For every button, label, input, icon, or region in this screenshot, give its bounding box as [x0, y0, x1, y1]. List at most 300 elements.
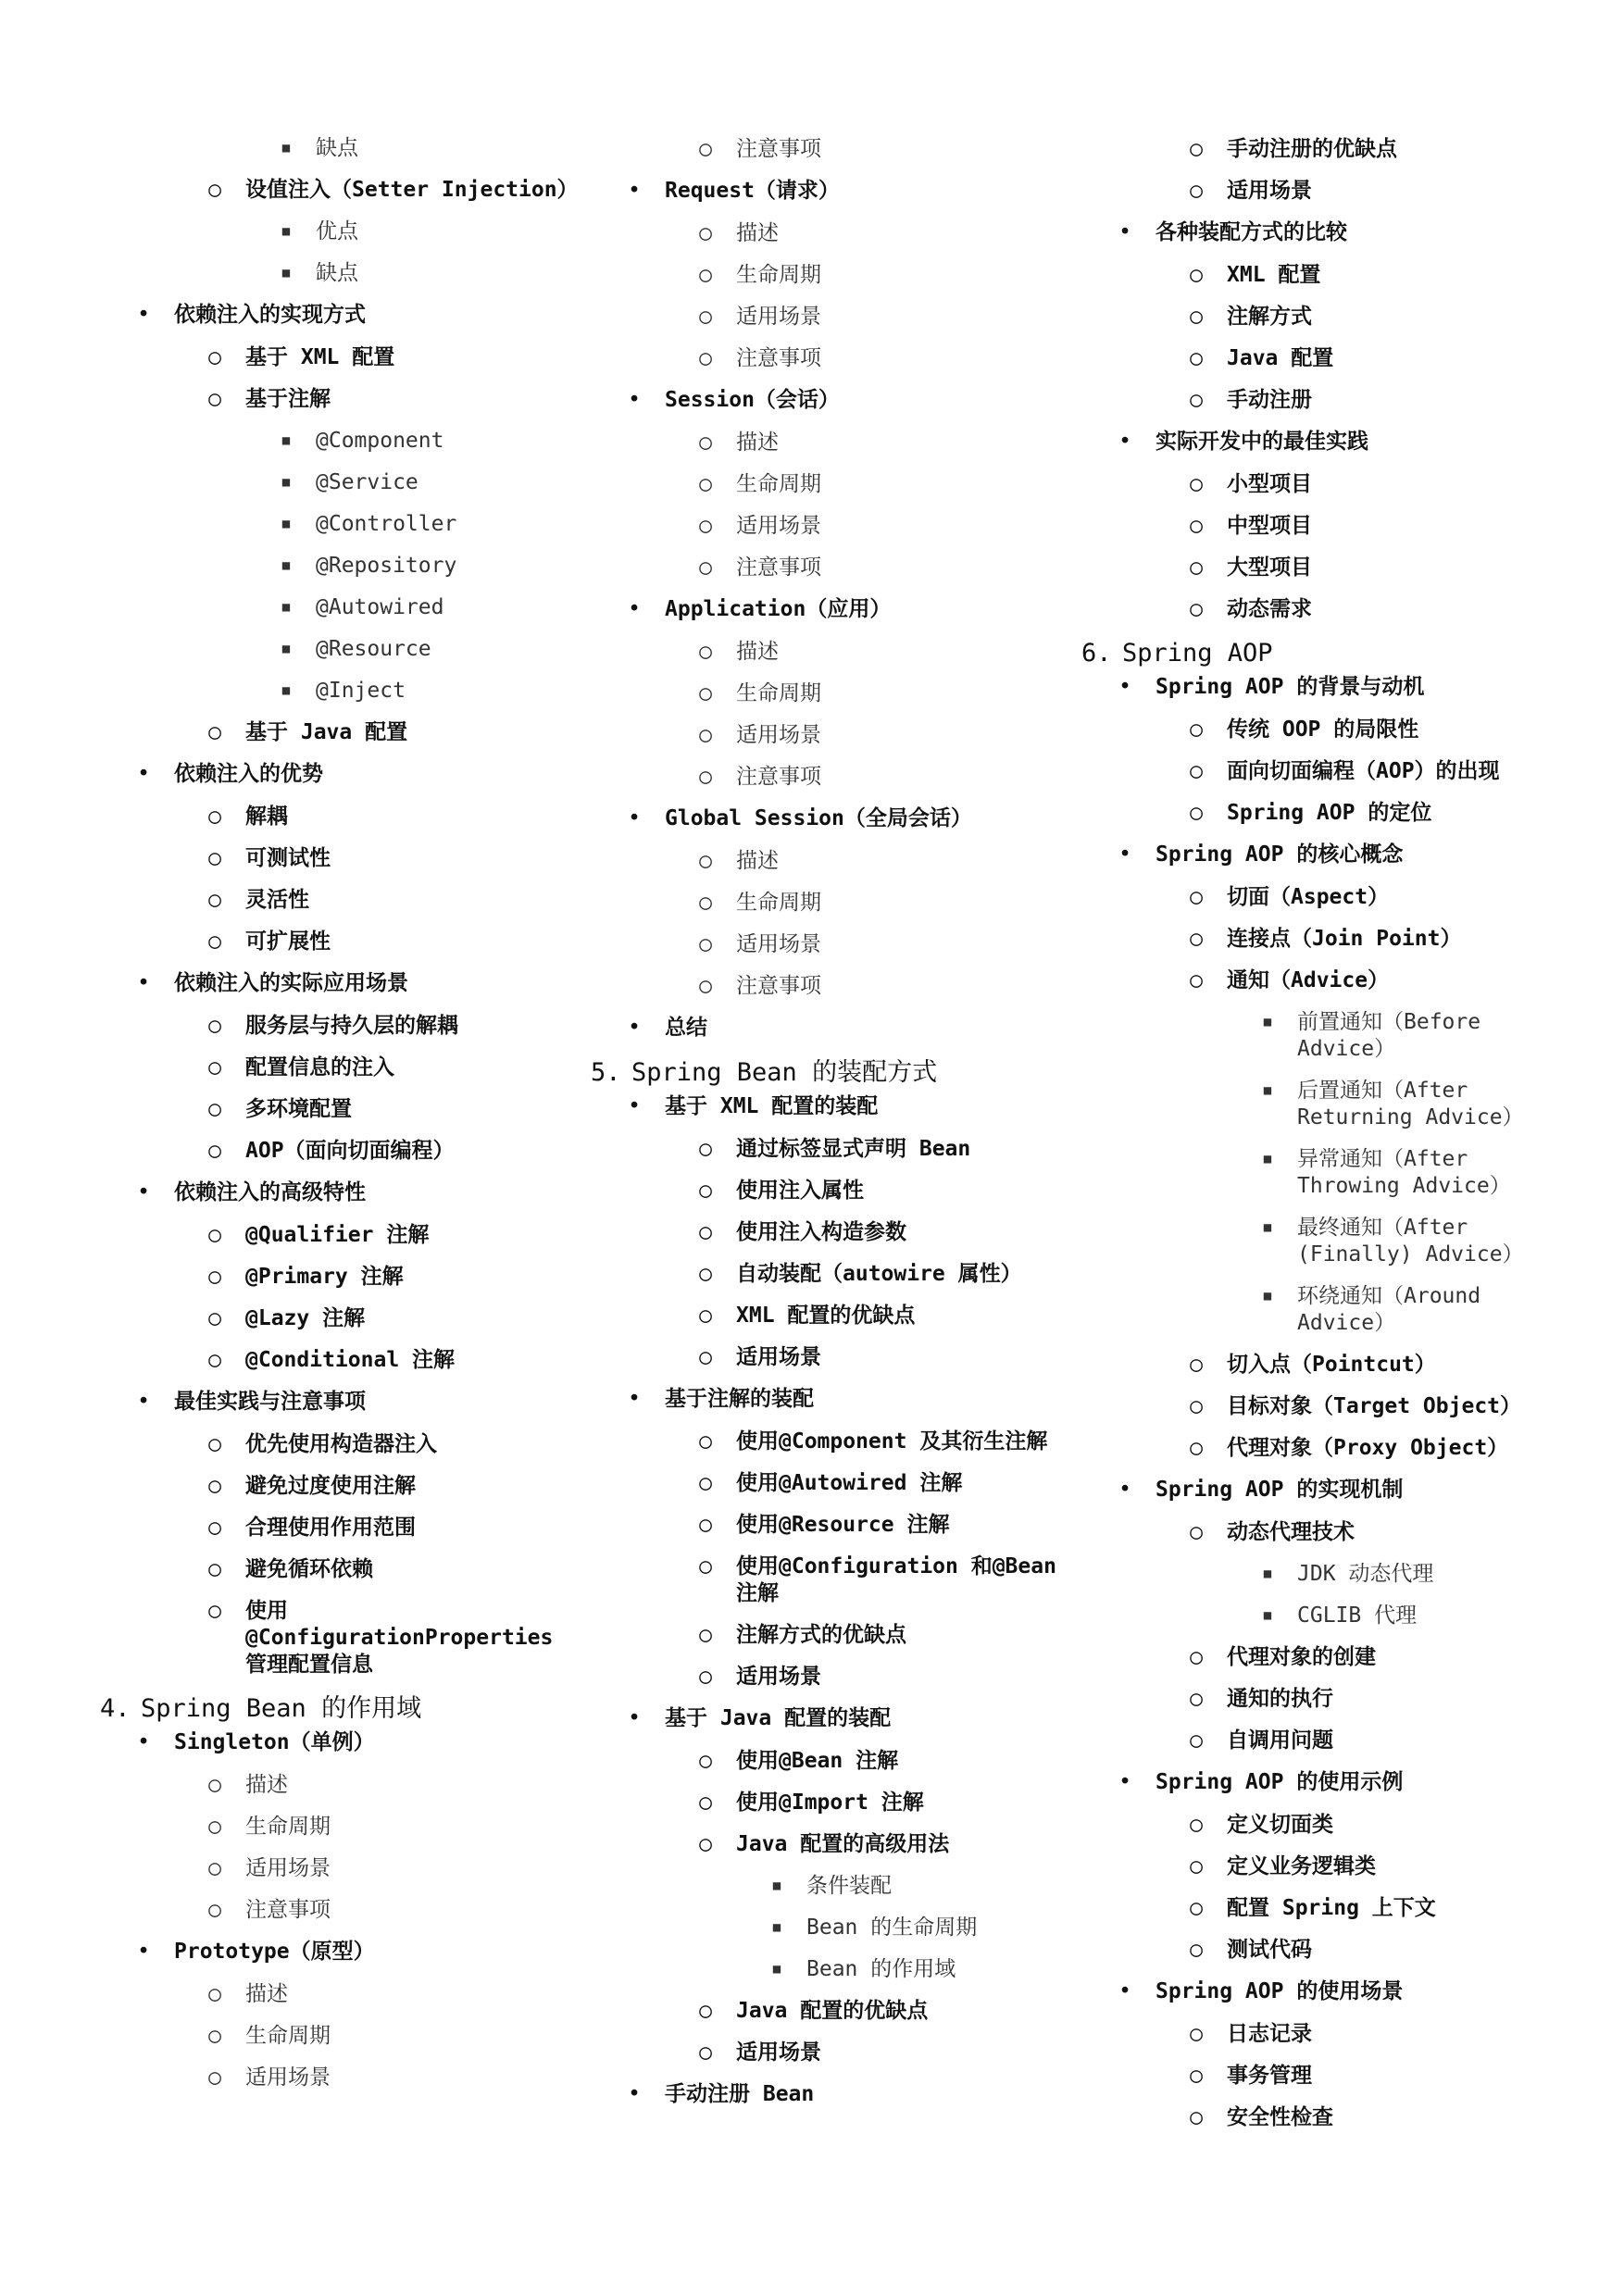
outline-item-text: @Primary 注解 [245, 1265, 404, 1289]
outline-item-text: 总结 [665, 1016, 707, 1040]
outline-item-level-2 [591, 1790, 1077, 1816]
bullet-marker: ○ [1190, 346, 1203, 370]
bullet-marker: • [628, 597, 641, 621]
outline-item-level-2 [1081, 136, 1563, 163]
outline-item-text: 生命周期 [245, 1815, 331, 1839]
bullet-marker: ■ [281, 683, 291, 698]
outline-item-text: 通知（Advice） [1227, 968, 1390, 992]
outline-item-text: 注解方式的优缺点 [736, 1623, 906, 1647]
outline-item-level-3 [591, 1915, 1077, 1941]
bullet-marker: ○ [208, 1516, 221, 1540]
outline-item-level-2 [591, 680, 1077, 707]
bullet-marker: ○ [208, 1474, 221, 1498]
bullet-marker: ○ [208, 1898, 221, 1922]
outline-item-level-2 [100, 1222, 581, 1249]
outline-item-text: 适用场景 [1227, 179, 1312, 203]
outline-item-text: Java 配置的优缺点 [736, 1999, 929, 2023]
outline-item-text: 自调用问题 [1227, 1728, 1333, 1753]
bullet-marker: ○ [699, 137, 712, 161]
outline-item-level-2 [591, 1554, 1077, 1607]
bullet-marker: ○ [1190, 885, 1203, 909]
outline-item-text: 描述 [245, 1982, 288, 2006]
outline-item-level-2 [1081, 345, 1563, 372]
bullet-marker: ○ [1190, 1436, 1203, 1460]
outline-item-level-3 [1081, 1146, 1563, 1200]
bullet-marker: ○ [699, 849, 712, 873]
outline-item-level-2 [1081, 1393, 1563, 1420]
outline-item-level-1 [1081, 1769, 1563, 1796]
bullet-marker: ■ [1263, 1220, 1272, 1235]
outline-item-text: 适用场景 [736, 2040, 821, 2065]
outline-item-text: 合理使用作用范围 [245, 1516, 416, 1540]
bullet-marker: ○ [208, 1982, 221, 2006]
outline-item-level-2 [591, 471, 1077, 498]
outline-item-level-2 [100, 1054, 581, 1081]
bullet-marker: ○ [208, 345, 221, 369]
outline-item-level-2 [591, 1429, 1077, 1455]
outline-item-level-3 [591, 1956, 1077, 1983]
outline-item-text: 优先使用构造器注入 [245, 1432, 437, 1456]
outline-item-level-1 [591, 596, 1077, 623]
outline-item-text: 注意事项 [736, 137, 821, 161]
outline-item-level-1 [591, 2081, 1077, 2108]
outline-item-level-2 [100, 1515, 581, 1541]
outline-item-text: 手动注册的优缺点 [1227, 137, 1397, 161]
outline-item-level-3 [1081, 1009, 1563, 1063]
bullet-marker: • [1118, 675, 1131, 699]
outline-item-level-3 [100, 135, 581, 162]
bullet-marker: ○ [208, 1432, 221, 1456]
outline-item-level-1 [591, 1705, 1077, 1732]
outline-item-text: 各种装配方式的比较 [1156, 220, 1347, 244]
outline-item-level-2 [100, 1897, 581, 1924]
outline-item-text: 缺点 [316, 136, 358, 160]
outline-item-text: 面向切面编程（AOP）的出现 [1227, 759, 1500, 783]
bullet-marker: ○ [699, 1554, 712, 1578]
outline-item-level-1 [1081, 1978, 1563, 2005]
outline-item-text: 前置通知（Before Advice） [1297, 1010, 1481, 1061]
outline-item-level-3 [100, 260, 581, 287]
outline-item-text: 动态需求 [1227, 597, 1312, 621]
outline-item-level-2 [100, 1096, 581, 1123]
outline-item-text: 适用场景 [736, 932, 821, 956]
outline-item-level-3 [591, 1873, 1077, 1900]
bullet-marker: ○ [1190, 2105, 1203, 2129]
bullet-marker: ○ [699, 555, 712, 580]
section-number: 6. [1081, 639, 1112, 668]
bullet-marker: ○ [699, 1179, 712, 1203]
outline-item-text: 代理对象（Proxy Object） [1227, 1436, 1509, 1460]
outline-item-level-3 [100, 469, 581, 496]
outline-item-level-2 [100, 929, 581, 955]
outline-item-text: 依赖注入的实现方式 [174, 303, 366, 327]
outline-item-level-2 [100, 386, 581, 413]
bullet-marker: ○ [1190, 927, 1203, 951]
bullet-marker: ○ [208, 1599, 221, 1623]
section-number: 5. [591, 1058, 621, 1087]
outline-item-text: 优点 [316, 219, 358, 243]
bullet-marker: ○ [1190, 179, 1203, 203]
outline-item-level-2 [591, 345, 1077, 372]
outline-item-level-2 [100, 1138, 581, 1165]
column-2 [591, 132, 1077, 2124]
outline-item-level-1 [591, 1015, 1077, 1042]
bullet-marker: ○ [208, 1815, 221, 1839]
outline-item-level-2 [591, 304, 1077, 331]
outline-item-text: 适用场景 [736, 514, 821, 538]
outline-item-text: @Resource [316, 637, 431, 661]
outline-item-level-2 [100, 1347, 581, 1374]
outline-item-level-1 [591, 1386, 1077, 1413]
outline-item-text: 描述 [736, 849, 779, 873]
bullet-marker: • [628, 1387, 641, 1411]
column-1 [100, 132, 581, 2106]
bullet-marker: ■ [281, 266, 291, 281]
outline-item-level-2 [591, 639, 1077, 666]
outline-item-level-2 [1081, 1937, 1563, 1964]
outline-item-text: 切面（Aspect） [1227, 885, 1390, 909]
bullet-marker: ○ [699, 1665, 712, 1689]
outline-item-level-2 [1081, 1644, 1563, 1671]
outline-item-level-2 [100, 344, 581, 371]
outline-item-level-2 [1081, 758, 1563, 785]
outline-item-level-2 [591, 1622, 1077, 1649]
bullet-marker: ○ [1190, 1938, 1203, 1962]
bullet-marker: ○ [699, 723, 712, 747]
outline-item-text: 条件装配 [806, 1874, 892, 1898]
bullet-marker: ■ [281, 600, 291, 615]
bullet-marker: ○ [1190, 1645, 1203, 1669]
outline-item-text: Spring Bean 的装配方式 [631, 1058, 938, 1087]
bullet-marker: ○ [1190, 1520, 1203, 1544]
outline-item-text: 最佳实践与注意事项 [174, 1390, 366, 1414]
outline-item-text: 使用 @ConfigurationProperties 管理配置信息 [245, 1599, 554, 1677]
outline-item-text: 灵活性 [245, 888, 309, 912]
outline-item-text: 描述 [736, 430, 779, 455]
outline-item-level-2 [100, 1814, 581, 1841]
outline-item-level-2 [1081, 471, 1563, 498]
outline-item-level-2 [591, 136, 1077, 163]
bullet-marker: • [137, 303, 150, 327]
outline-item-text: 注意事项 [245, 1898, 331, 1922]
outline-item-level-2 [1081, 304, 1563, 331]
outline-item-text: @Service [316, 470, 418, 494]
outline-item-text: 适用场景 [245, 1856, 331, 1880]
outline-item-text: Bean 的作用域 [806, 1957, 956, 1981]
outline-item-text: 事务管理 [1227, 2064, 1312, 2088]
outline-item-text: 目标对象（Target Object） [1227, 1394, 1522, 1418]
outline-item-level-2 [1081, 1519, 1563, 1546]
outline-item-text: 适用场景 [736, 1665, 821, 1689]
outline-item-text: 解耦 [245, 805, 288, 829]
outline-item-level-3 [100, 553, 581, 580]
outline-item-text: 适用场景 [736, 723, 821, 747]
bullet-marker: ○ [208, 1097, 221, 1121]
outline-item-level-2 [100, 1772, 581, 1799]
outline-item-level-3 [100, 636, 581, 663]
outline-item-level-2 [100, 177, 581, 204]
outline-item-level-2 [100, 804, 581, 830]
outline-item-level-2 [1081, 513, 1563, 540]
outline-item-level-2 [100, 1473, 581, 1500]
outline-item-text: Spring AOP 的实现机制 [1156, 1478, 1404, 1502]
bullet-marker: • [628, 2082, 641, 2106]
outline-item-level-1 [591, 805, 1077, 832]
outline-item-level-1 [100, 1939, 581, 1965]
outline-item-text: 依赖注入的实际应用场景 [174, 971, 408, 995]
outline-item-level-1 [1081, 1477, 1563, 1504]
bullet-marker: ○ [1190, 2022, 1203, 2046]
bullet-marker: ○ [699, 514, 712, 538]
outline-item-text: 注解方式 [1227, 305, 1312, 329]
bullet-marker: ■ [281, 141, 291, 156]
outline-item-level-1 [100, 1729, 581, 1756]
outline-item-level-2 [591, 1344, 1077, 1371]
bullet-marker: ○ [699, 1304, 712, 1328]
outline-item-text: Java 配置的高级用法 [736, 1832, 950, 1856]
bullet-marker: ■ [281, 642, 291, 656]
bullet-marker: ■ [1263, 1608, 1272, 1623]
outline-item-level-2 [1081, 1686, 1563, 1713]
outline-item-text: Prototype（原型） [174, 1940, 375, 1964]
section-heading [591, 1057, 1077, 1089]
bullet-marker: ○ [1190, 759, 1203, 783]
outline-item-text: @Inject [316, 679, 406, 703]
outline-item-level-2 [591, 848, 1077, 875]
outline-item-text: @Qualifier 注解 [245, 1223, 430, 1247]
outline-item-level-2 [100, 1305, 581, 1332]
outline-item-text: 生命周期 [736, 263, 821, 287]
outline-item-level-2 [1081, 178, 1563, 205]
outline-item-text: 基于注解的装配 [665, 1387, 814, 1411]
outline-item-level-1 [591, 178, 1077, 205]
outline-item-text: @Repository [316, 554, 457, 578]
bullet-marker: ○ [1190, 597, 1203, 621]
outline-item-level-2 [591, 1136, 1077, 1163]
outline-item-text: 安全性检查 [1227, 2105, 1333, 2129]
outline-item-text: CGLIB 代理 [1297, 1603, 1418, 1628]
bullet-marker: ■ [772, 1878, 781, 1893]
bullet-marker: ○ [699, 1471, 712, 1495]
outline-item-text: 多环境配置 [245, 1097, 352, 1121]
bullet-marker: • [1118, 1478, 1131, 1502]
bullet-marker: ○ [208, 1856, 221, 1880]
bullet-marker: ○ [208, 1223, 221, 1247]
outline-item-level-2 [591, 973, 1077, 1000]
outline-item-level-2 [100, 1013, 581, 1040]
column-3 [1081, 132, 1563, 2146]
outline-item-level-2 [591, 1748, 1077, 1775]
bullet-marker: ○ [699, 263, 712, 287]
bullet-marker: ■ [281, 433, 291, 448]
bullet-marker: • [1118, 220, 1131, 244]
outline-item-text: Spring AOP 的定位 [1227, 801, 1432, 825]
bullet-marker: ○ [1190, 1728, 1203, 1753]
outline-item-level-1 [1081, 674, 1563, 701]
bullet-marker: • [137, 971, 150, 995]
outline-item-level-2 [1081, 1352, 1563, 1379]
outline-item-text: 避免循环依赖 [245, 1557, 373, 1581]
outline-item-text: 生命周期 [736, 472, 821, 496]
outline-item-level-2 [591, 1219, 1077, 1246]
bullet-marker: ○ [699, 305, 712, 329]
bullet-marker: • [628, 1706, 641, 1730]
outline-item-level-3 [1081, 1561, 1563, 1588]
bullet-marker: ○ [208, 888, 221, 912]
bullet-marker: ○ [699, 1220, 712, 1244]
bullet-marker: ■ [772, 1920, 781, 1935]
outline-item-level-2 [1081, 926, 1563, 953]
outline-item-level-2 [1081, 1812, 1563, 1839]
bullet-marker: • [137, 1730, 150, 1754]
outline-item-text: 切入点（Pointcut） [1227, 1353, 1436, 1377]
outline-item-level-2 [1081, 717, 1563, 743]
outline-item-text: 传统 OOP 的局限性 [1227, 718, 1419, 742]
bullet-marker: ○ [208, 930, 221, 954]
outline-item-level-2 [1081, 2021, 1563, 2048]
bullet-marker: ■ [772, 1962, 781, 1977]
outline-item-level-3 [1081, 1215, 1563, 1268]
outline-item-text: Singleton（单例） [174, 1730, 375, 1754]
outline-item-level-2 [591, 1178, 1077, 1204]
outline-item-text: 适用场景 [245, 2065, 331, 2090]
outline-item-text: 注意事项 [736, 974, 821, 998]
outline-item-level-2 [591, 1831, 1077, 1858]
outline-item-level-1 [100, 970, 581, 997]
bullet-marker: ■ [1263, 1289, 1272, 1304]
outline-item-level-2 [100, 1264, 581, 1291]
bullet-marker: • [628, 1016, 641, 1040]
outline-item-text: XML 配置 [1227, 263, 1321, 287]
section-heading [100, 1693, 581, 1725]
outline-item-level-2 [100, 845, 581, 872]
outline-item-level-2 [100, 1981, 581, 2008]
outline-item-text: AOP（面向切面编程） [245, 1139, 455, 1163]
bullet-marker: ○ [1190, 968, 1203, 992]
bullet-marker: ○ [208, 1055, 221, 1079]
outline-item-text: 定义切面类 [1227, 1813, 1333, 1837]
outline-item-level-2 [1081, 1728, 1563, 1754]
outline-item-text: 自动装配（autowire 属性） [736, 1262, 1022, 1286]
outline-item-text: 后置通知（After Returning Advice） [1297, 1079, 1524, 1129]
bullet-marker: ○ [1190, 388, 1203, 412]
bullet-marker: • [628, 806, 641, 830]
bullet-marker: • [137, 1180, 150, 1204]
outline-item-text: 适用场景 [736, 305, 821, 329]
bullet-marker: ○ [699, 1791, 712, 1815]
outline-item-text: XML 配置的优缺点 [736, 1304, 916, 1328]
outline-item-level-2 [591, 555, 1077, 581]
outline-item-text: Bean 的生命周期 [806, 1915, 978, 1940]
outline-item-text: 使用注入属性 [736, 1179, 864, 1203]
bullet-marker: • [1118, 430, 1131, 454]
bullet-marker: ○ [208, 1348, 221, 1372]
bullet-marker: • [137, 1940, 150, 1964]
outline-item-text: 适用场景 [736, 1345, 821, 1369]
bullet-marker: ○ [699, 891, 712, 915]
outline-item-text: 使用@Component 及其衍生注解 [736, 1429, 1048, 1454]
outline-item-level-2 [591, 430, 1077, 456]
outline-item-level-2 [1081, 800, 1563, 827]
bullet-marker: ○ [208, 1014, 221, 1038]
outline-item-level-2 [100, 2023, 581, 2050]
outline-item-text: 使用注入构造参数 [736, 1220, 906, 1244]
outline-item-text: 代理对象的创建 [1227, 1645, 1376, 1669]
outline-item-text: 描述 [245, 1773, 288, 1797]
outline-item-text: 动态代理技术 [1227, 1520, 1355, 1544]
bullet-marker: ○ [699, 932, 712, 956]
bullet-marker: ■ [281, 517, 291, 531]
outline-item-level-3 [1081, 1603, 1563, 1629]
outline-item-level-2 [100, 1556, 581, 1583]
outline-item-text: 中型项目 [1227, 514, 1312, 538]
outline-item-level-2 [1081, 2104, 1563, 2131]
outline-item-level-1 [100, 761, 581, 788]
outline-item-text: 依赖注入的优势 [174, 762, 323, 786]
outline-item-level-2 [1081, 262, 1563, 289]
outline-item-level-1 [1081, 842, 1563, 868]
bullet-marker: • [1118, 1770, 1131, 1794]
outline-item-text: 手动注册 [1227, 388, 1312, 412]
bullet-marker: ○ [699, 1513, 712, 1537]
outline-item-text: Global Session（全局会话） [665, 806, 972, 830]
outline-item-level-2 [591, 262, 1077, 289]
bullet-marker: • [628, 179, 641, 203]
bullet-marker: ○ [699, 430, 712, 455]
outline-item-text: Spring AOP [1122, 639, 1273, 668]
bullet-marker: ○ [208, 720, 221, 744]
outline-item-text: 服务层与持久层的解耦 [245, 1014, 458, 1038]
outline-item-text: 使用@Bean 注解 [736, 1749, 899, 1773]
outline-item-level-2 [1081, 1895, 1563, 1922]
outline-item-level-3 [100, 511, 581, 538]
outline-item-level-2 [591, 513, 1077, 540]
bullet-marker: ○ [208, 846, 221, 870]
outline-item-level-2 [591, 722, 1077, 749]
bullet-marker: ○ [699, 681, 712, 705]
outline-item-level-2 [591, 1303, 1077, 1329]
outline-item-level-3 [100, 678, 581, 705]
outline-item-text: Spring AOP 的核心概念 [1156, 842, 1404, 867]
outline-item-text: 描述 [736, 221, 779, 245]
outline-item-text: 实际开发中的最佳实践 [1156, 430, 1368, 454]
outline-item-text: Spring AOP 的使用场景 [1156, 1979, 1404, 2003]
outline-item-text: 最终通知（After (Finally) Advice） [1297, 1216, 1524, 1267]
bullet-marker: ○ [208, 805, 221, 829]
bullet-marker: ■ [281, 475, 291, 490]
outline-item-level-2 [591, 220, 1077, 247]
bullet-marker: ○ [208, 2024, 221, 2048]
bullet-marker: ○ [699, 1832, 712, 1856]
bullet-marker: • [1118, 1979, 1131, 2003]
bullet-marker: ○ [208, 1139, 221, 1163]
outline-item-text: 可测试性 [245, 846, 331, 870]
outline-item-text: Spring Bean 的作用域 [141, 1694, 422, 1723]
outline-item-text: 连接点（Join Point） [1227, 927, 1462, 951]
outline-item-text: 描述 [736, 640, 779, 664]
outline-item-level-3 [1081, 1078, 1563, 1131]
outline-item-level-2 [1081, 2063, 1563, 2090]
outline-item-text: 使用@Import 注解 [736, 1791, 924, 1815]
outline-item-text: 测试代码 [1227, 1938, 1312, 1962]
outline-item-text: 设值注入（Setter Injection） [245, 178, 579, 202]
outline-item-level-2 [1081, 387, 1563, 414]
outline-item-level-1 [1081, 429, 1563, 455]
bullet-marker: ○ [1190, 472, 1203, 496]
bullet-marker: ○ [699, 1137, 712, 1161]
bullet-marker: ○ [1190, 137, 1203, 161]
outline-item-text: 注意事项 [736, 765, 821, 789]
